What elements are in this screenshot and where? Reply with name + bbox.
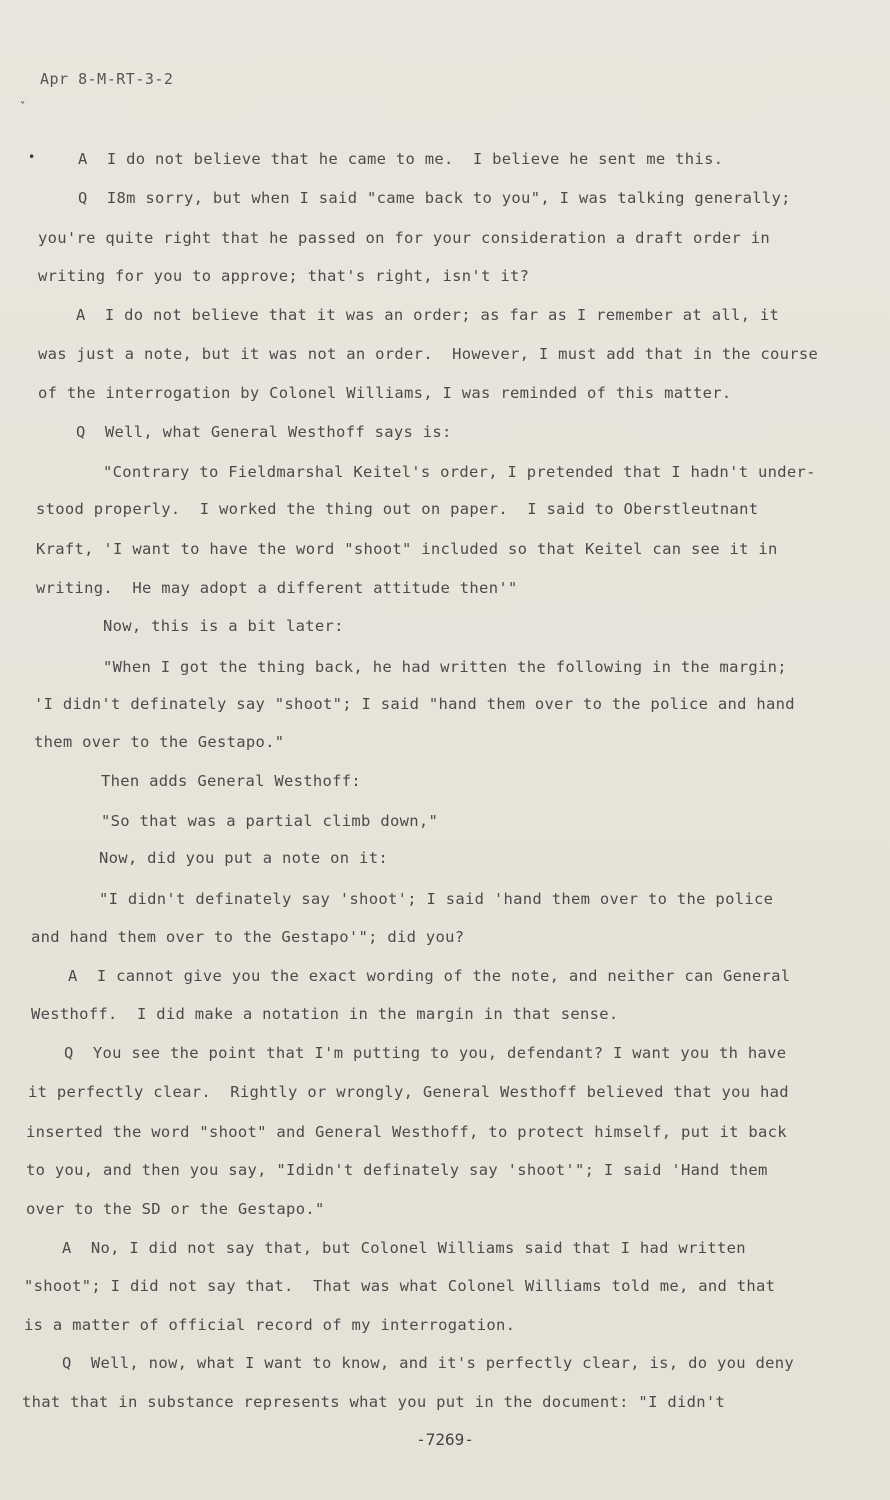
text-line: them over to the Gestapo." [34, 733, 285, 751]
text-line: is a matter of official record of my interrogation. [24, 1316, 516, 1334]
text-line: to you, and then you say, "Ididn't definately say 'shoot'"; I said 'Hand them [26, 1161, 768, 1179]
text-line: Westhoff. I did make a notation in the margin in that sense. [31, 1005, 619, 1023]
text-line: A No, I did not say that, but Colonel Williams said that I had written [62, 1239, 746, 1257]
text-line: Q Well, what General Westhoff says is: [76, 423, 452, 441]
text-line: "Contrary to Fieldmarshal Keitel's order, I pretended that I hadn't under- [103, 463, 816, 481]
text-line: it perfectly clear. Rightly or wrongly, General Westhoff believed that you had [28, 1083, 789, 1101]
margin-mark: ˇ [19, 100, 27, 114]
text-line: Q You see the point that I'm putting to you, defendant? I want you th have [64, 1044, 787, 1062]
text-line: stood properly. I worked the thing out on paper. I said to Oberstleutnant [36, 500, 759, 518]
text-line: of the interrogation by Colonel Williams, I was reminded of this matter. [38, 384, 732, 402]
text-line: writing for you to approve; that's right, isn't it? [38, 267, 530, 285]
text-line: "shoot"; I did not say that. That was what Colonel Williams told me, and that [24, 1277, 776, 1295]
text-line: "I didn't definately say 'shoot'; I said 'hand them over to the police [99, 890, 774, 908]
text-line: 'I didn't definately say "shoot"; I said "hand them over to the police and hand [34, 695, 795, 713]
text-line: Kraft, 'I want to have the word "shoot" included so that Keitel can see it in [36, 540, 778, 558]
page-number: -7269- [416, 1430, 474, 1449]
text-line: that that in substance represents what you put in the document: "I didn't [22, 1393, 726, 1411]
text-line: A I do not believe that it was an order; as far as I remember at all, it [76, 306, 780, 324]
text-line: "When I got the thing back, he had written the following in the margin; [103, 658, 787, 676]
text-line: you're quite right that he passed on for your consideration a draft order in [38, 229, 771, 247]
document-header: Apr 8-M-RT-3-2 [40, 70, 174, 88]
bullet-mark: • [28, 150, 36, 164]
text-line: Now, did you put a note on it: [99, 849, 388, 867]
text-line: inserted the word "shoot" and General Westhoff, to protect himself, put it back [26, 1123, 787, 1141]
text-line: over to the SD or the Gestapo." [26, 1200, 325, 1218]
text-line: Now, this is a bit later: [103, 617, 344, 635]
text-line: A I do not believe that he came to me. I believe he sent me this. [78, 150, 724, 168]
text-line: Then adds General Westhoff: [101, 772, 362, 790]
text-line: was just a note, but it was not an order. However, I must add that in the course [38, 345, 819, 363]
text-line: Q Well, now, what I want to know, and it's perfectly clear, is, do you deny [62, 1354, 795, 1372]
text-line: and hand them over to the Gestapo'"; did you? [31, 928, 465, 946]
text-line: "So that was a partial climb down," [101, 812, 439, 830]
text-line: Q I8m sorry, but when I said "came back to you", I was talking generally; [78, 189, 791, 207]
text-line: writing. He may adopt a different attitude then'" [36, 579, 518, 597]
text-line: A I cannot give you the exact wording of the note, and neither can General [68, 967, 791, 985]
